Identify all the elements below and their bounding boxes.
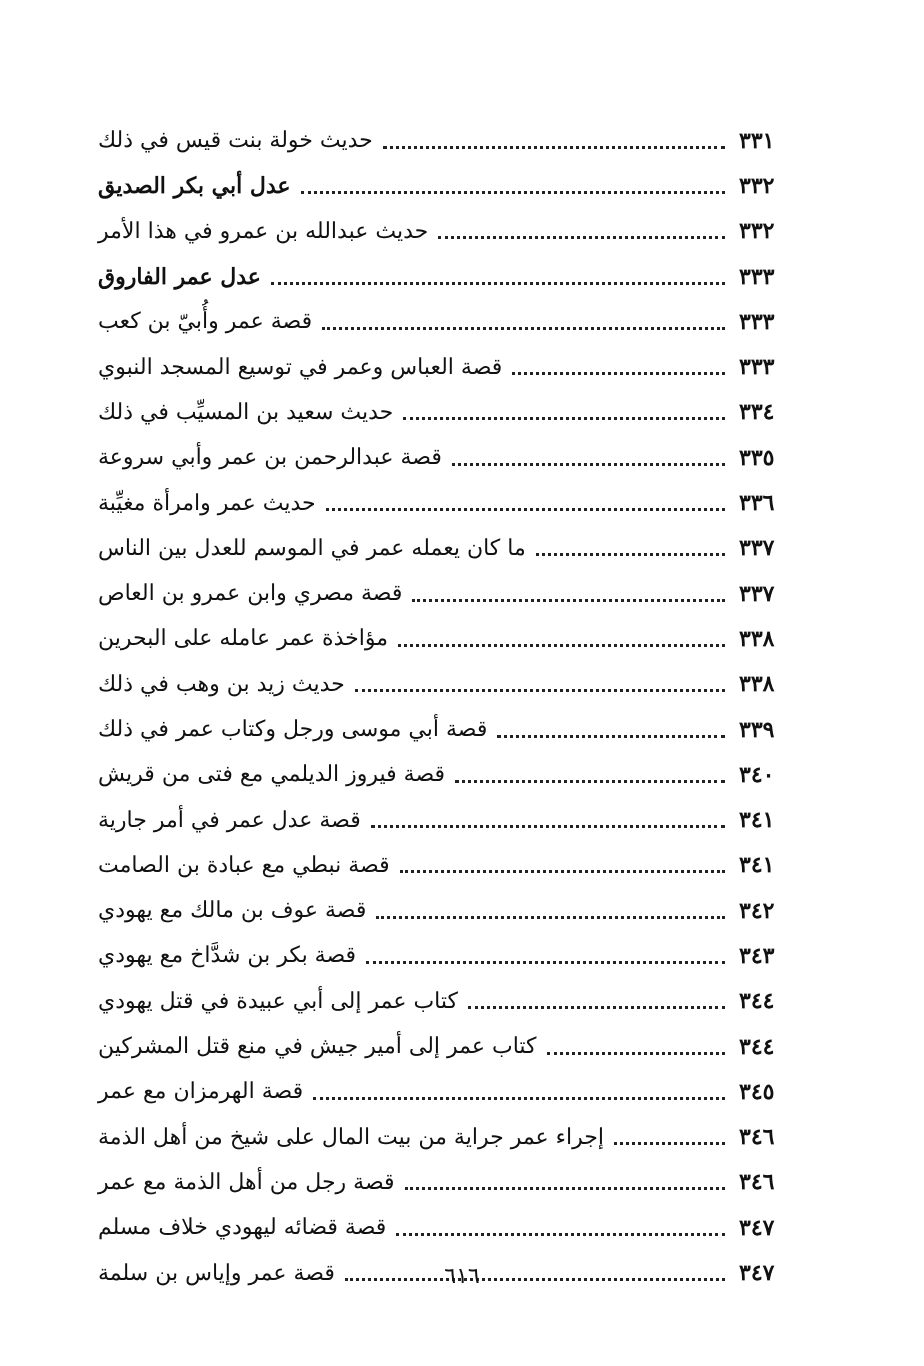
toc-entry-page: ٣٣٣ xyxy=(739,354,775,381)
toc-entry xyxy=(90,1069,795,1114)
toc-entry xyxy=(90,435,795,480)
toc-entry-page: ٣٣٧ xyxy=(739,535,775,562)
page-number: ٦١٦ xyxy=(444,1264,480,1289)
toc-entry-page: ٣٣٢ xyxy=(739,218,775,245)
toc-entry-page: ٣٣٣ xyxy=(739,308,775,335)
toc-entry-title: قصة العباس وعمر في توسيع المسجد النبوي xyxy=(98,354,503,380)
toc-entry-page: ٣٣٤ xyxy=(739,399,775,426)
toc-entry-title: كتاب عمر إلى أبي عبيدة في قتل يهودي xyxy=(98,988,458,1014)
toc-dot-leader xyxy=(403,416,725,420)
toc-entry xyxy=(90,571,795,616)
toc-entry-page: ٣٤٧ xyxy=(739,1214,775,1241)
toc-dot-leader xyxy=(468,1005,725,1009)
toc-entry-page: ٣٣١ xyxy=(739,127,775,154)
toc-entry-title: قصة عبدالرحمن بن عمر وأبي سروعة xyxy=(98,445,442,471)
toc-entry-title: قصة أبي موسى ورجل وكتاب عمر في ذلك xyxy=(98,717,488,742)
toc-entry xyxy=(90,480,795,525)
toc-entry xyxy=(90,979,795,1024)
toc-dot-leader xyxy=(301,190,725,194)
toc-dot-leader xyxy=(355,688,725,692)
toc-entry-page: ٣٤٥ xyxy=(739,1078,775,1105)
toc-entry-page: ٣٤١ xyxy=(739,852,775,879)
toc-entry xyxy=(90,299,795,344)
toc-entry-page: ٣٤٣ xyxy=(739,942,775,969)
toc-dot-leader xyxy=(455,779,725,783)
toc-dot-leader xyxy=(371,824,725,828)
toc-entry-title: قصة عمر وإياس بن سلمة xyxy=(98,1260,335,1286)
toc-dot-leader xyxy=(438,235,725,239)
toc-dot-leader xyxy=(497,734,725,738)
toc-entry xyxy=(90,1024,795,1069)
toc-entry xyxy=(90,707,795,752)
toc-dot-leader xyxy=(614,1141,725,1145)
toc-dot-leader xyxy=(412,598,725,602)
toc-entry-title: قصة مصري وابن عمرو بن العاص xyxy=(98,581,403,607)
toc-dot-leader xyxy=(366,960,725,964)
toc-entry xyxy=(90,662,795,707)
toc-entry-title: عدل عمر الفاروق xyxy=(98,263,261,290)
toc-entry-title: عدل أبي بكر الصديق xyxy=(98,172,291,199)
toc-dot-leader xyxy=(400,869,725,873)
toc-dot-leader xyxy=(512,371,725,375)
toc-entry-title: كتاب عمر إلى أمير جيش في منع قتل المشركين xyxy=(98,1034,537,1060)
toc-entry xyxy=(90,843,795,888)
toc-entry-title: حديث عبدالله بن عمرو في هذا الأمر xyxy=(98,218,429,244)
toc-entry-title: إجراء عمر جراية من بيت المال على شيخ من أهل الذمة xyxy=(98,1124,604,1150)
toc-entry-title: قصة عمر وأُبيّ بن كعب xyxy=(98,309,313,335)
toc-dot-leader xyxy=(452,462,725,466)
toc-entry xyxy=(90,933,795,978)
toc-entry-page: ٣٣٥ xyxy=(739,444,775,471)
toc-dot-leader xyxy=(271,281,725,285)
toc-dot-leader xyxy=(322,326,725,330)
toc-dot-leader xyxy=(396,1232,725,1236)
toc-entry-page: ٣٣٨ xyxy=(739,625,775,652)
table-of-contents xyxy=(90,118,795,1296)
toc-entry-page: ٣٤٢ xyxy=(739,897,775,924)
toc-entry-title: قصة فيروز الديلمي مع فتى من قريش xyxy=(98,762,446,788)
toc-dot-leader xyxy=(376,915,725,919)
toc-entry xyxy=(90,888,795,933)
toc-dot-leader xyxy=(536,552,725,556)
toc-entry-page: ٣٣٧ xyxy=(739,580,775,607)
toc-entry-title: قصة بكر بن شدَّاخ مع يهودي xyxy=(98,943,357,969)
toc-entry xyxy=(90,118,795,163)
toc-entry-title: قصة الهرمزان مع عمر xyxy=(98,1079,304,1105)
toc-entry-title: قصة نبطي مع عبادة بن الصامت xyxy=(98,852,390,878)
toc-entry-page: ٣٤٤ xyxy=(739,1033,775,1060)
toc-entry-title: حديث سعيد بن المسيِّب في ذلك xyxy=(98,399,394,425)
toc-entry xyxy=(90,163,795,208)
toc-entry xyxy=(90,616,795,661)
toc-entry-title: قصة عدل عمر في أمر جارية xyxy=(98,807,361,833)
toc-entry-page: ٣٤٧ xyxy=(739,1260,775,1287)
toc-entry xyxy=(90,209,795,254)
toc-entry-page: ٣٣٩ xyxy=(739,716,775,743)
toc-entry-page: ٣٣٣ xyxy=(739,263,775,290)
toc-entry-page: ٣٤٤ xyxy=(739,988,775,1015)
toc-entry-page: ٣٤٦ xyxy=(739,1169,775,1196)
toc-entry-title: قصة عوف بن مالك مع يهودي xyxy=(98,898,367,924)
toc-entry xyxy=(90,390,795,435)
toc-entry-title: حديث خولة بنت قيس في ذلك xyxy=(98,128,373,154)
toc-dot-leader xyxy=(398,643,725,647)
toc-dot-leader xyxy=(313,1096,725,1100)
toc-entry xyxy=(90,344,795,389)
toc-entry xyxy=(90,1115,795,1160)
toc-dot-leader xyxy=(547,1051,725,1055)
toc-entry-page: ٣٤٦ xyxy=(739,1124,775,1151)
toc-entry-page: ٣٣٦ xyxy=(739,490,775,517)
toc-entry xyxy=(90,797,795,842)
toc-dot-leader xyxy=(405,1186,725,1190)
toc-entry-title: مؤاخذة عمر عامله على البحرين xyxy=(98,626,388,652)
toc-entry-title: ما كان يعمله عمر في الموسم للعدل بين الناس xyxy=(98,535,526,561)
toc-entry-title: قصة رجل من أهل الذمة مع عمر xyxy=(98,1169,395,1195)
toc-entry-page: ٣٣٢ xyxy=(739,172,775,199)
toc-entry-page: ٣٤١ xyxy=(739,807,775,834)
toc-entry xyxy=(90,752,795,797)
toc-entry xyxy=(90,1160,795,1205)
toc-entry-page: ٣٣٨ xyxy=(739,671,775,698)
toc-entry xyxy=(90,1205,795,1250)
toc-entry xyxy=(90,254,795,299)
toc-dot-leader xyxy=(383,145,725,149)
toc-entry-page: ٣٤٠ xyxy=(739,761,775,788)
toc-entry-title: حديث عمر وامرأة مغيِّبة xyxy=(98,490,316,516)
toc-dot-leader xyxy=(326,507,725,511)
toc-entry-title: حديث زيد بن وهب في ذلك xyxy=(98,671,345,697)
toc-entry xyxy=(90,526,795,571)
toc-entry-title: قصة قضائه ليهودي خلاف مسلم xyxy=(98,1215,387,1241)
